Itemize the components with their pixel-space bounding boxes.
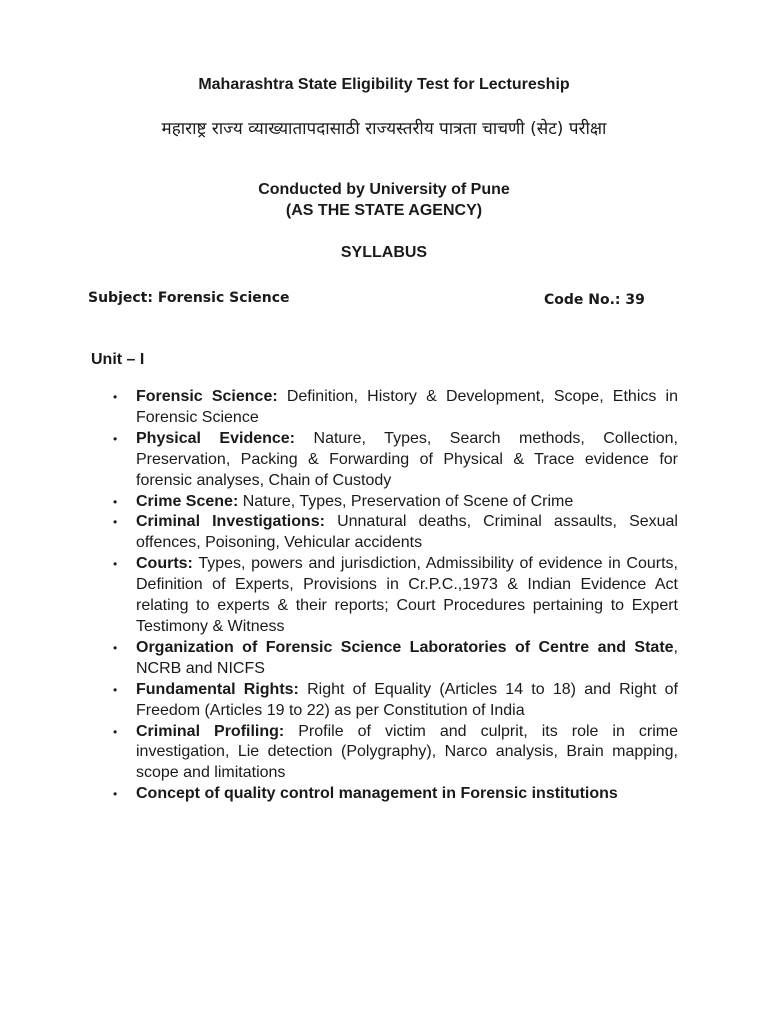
topic-text: Nature, Types, Search methods, Collection, Preservation, Packing & Forwarding of Physical & Trace evidence for forensic analyses, Chain of Custody xyxy=(136,429,678,489)
unit-title: Unit – I xyxy=(91,351,145,368)
list-item xyxy=(113,492,678,513)
topic-lead: Crime Scene: xyxy=(136,492,239,510)
topic-lead: Physical Evidence: xyxy=(136,429,296,447)
conducted-by: Conducted by University of Pune xyxy=(258,181,510,198)
list-item xyxy=(113,638,678,680)
list-item xyxy=(113,387,678,429)
topic-list xyxy=(113,387,678,805)
topic-text: , NCRB and NICFS xyxy=(136,638,678,677)
topic-lead: Criminal Investigations: xyxy=(136,513,325,531)
topic-lead: Organization of Forensic Science Laboratories of Centre and State xyxy=(136,638,674,656)
code-number: Code No.: 39 xyxy=(544,292,645,308)
list-item xyxy=(113,784,678,805)
bullet-icon: • xyxy=(113,682,118,697)
list-item xyxy=(113,429,678,492)
topic-text: Unnatural deaths, Criminal assaults, Sexual offences, Poisoning, Vehicular accidents xyxy=(136,513,678,552)
list-item xyxy=(113,722,678,785)
bullet-icon: • xyxy=(113,494,118,509)
topic-text: Profile of victim and culprit, its role in crime investigation, Lie detection (Polygraphy), Narco analysis, Brain mapping, scope and limitations xyxy=(136,722,679,782)
bullet-icon: • xyxy=(113,431,118,446)
list-item xyxy=(113,680,678,722)
bullet-icon: • xyxy=(113,557,118,572)
syllabus-heading: SYLLABUS xyxy=(340,244,428,261)
bullet-icon: • xyxy=(113,515,118,530)
topic-lead: Fundamental Rights: xyxy=(136,680,299,698)
state-agency: (AS THE STATE AGENCY) xyxy=(285,202,483,219)
list-item xyxy=(113,554,678,638)
bullet-icon: • xyxy=(113,787,118,802)
list-item xyxy=(113,512,678,554)
exam-title-hindi: महाराष्ट्र राज्य व्याख्यातापदासाठी राज्यस्तरीय पात्रता चाचणी (सेट) परीक्षा xyxy=(161,119,607,139)
subject-label: Subject: Forensic Science xyxy=(88,290,290,306)
bullet-icon: • xyxy=(113,390,118,404)
topic-text: Definition, History & Development, Scope, Ethics in Forensic Science xyxy=(136,388,678,426)
topic-lead: Forensic Science: xyxy=(136,388,278,405)
topic-text: Types, powers and jurisdiction, Admissibility of evidence in Courts, Definition of Experts, Provisions in Cr.P.C.,1973 & Indian Evidence Act relating to experts & their reports; Court Procedures pertaining to Expert Testimony & Witness xyxy=(136,555,678,635)
topic-lead: Courts: xyxy=(136,555,193,573)
topic-text: Nature, Types, Preservation of Scene of Crime xyxy=(238,492,574,510)
bullet-icon: • xyxy=(113,640,118,655)
bullet-icon: • xyxy=(113,724,118,739)
topic-lead: Criminal Profiling: xyxy=(136,722,285,740)
exam-title: Maharashtra State Eligibility Test for Lectureship xyxy=(198,76,570,93)
topic-lead: Concept of quality control management in Forensic institutions xyxy=(136,785,618,803)
topic-text: Right of Equality (Articles 14 to 18) and Right of Freedom (Articles 19 to 22) as per Constitution of India xyxy=(136,680,678,719)
